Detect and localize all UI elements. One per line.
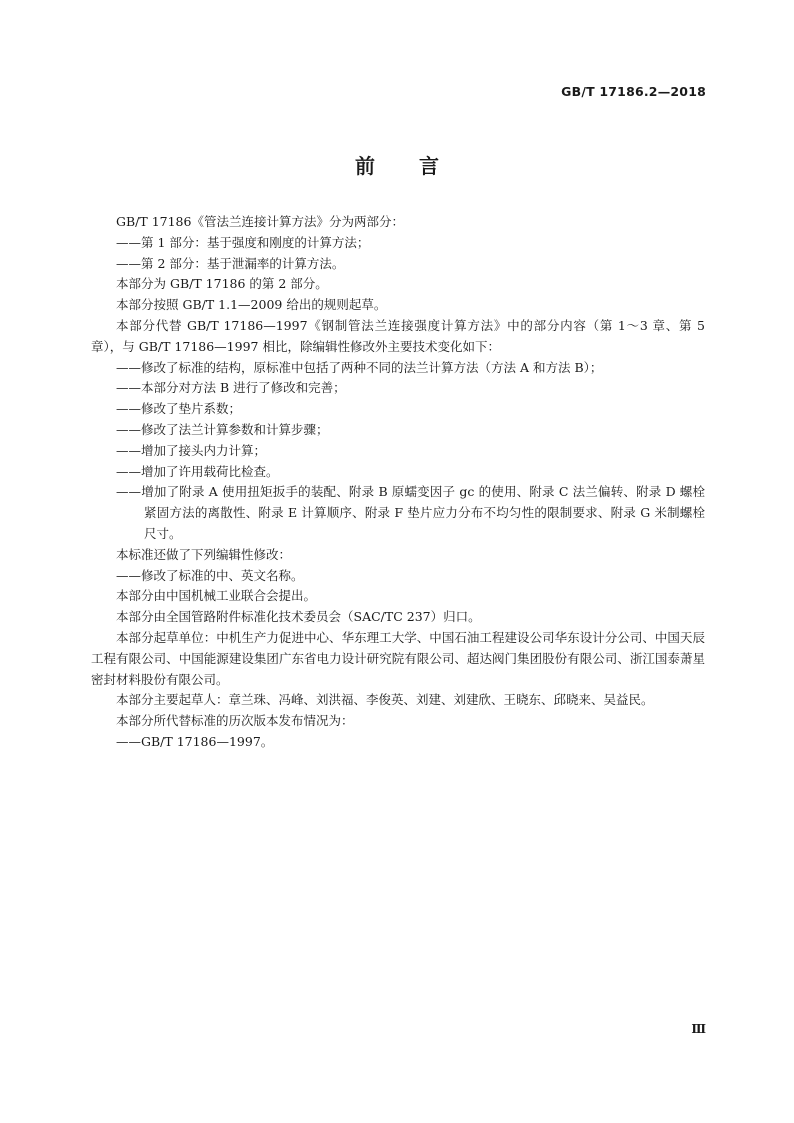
paragraph: 本标准还做了下列编辑性修改： [116, 546, 292, 562]
paragraph: 本部分所代替标准的历次版本发布情况为： [116, 713, 354, 729]
change-item: ——增加了许用载荷比检查。 [116, 463, 279, 479]
change-item: ——修改了标准的结构，原标准中包括了两种不同的法兰计算方法（方法 A 和方法 B）； [116, 359, 603, 375]
standard-number: GB/T 17186.2—2018 [561, 84, 706, 99]
list-item: ——第 2 部分：基于泄漏率的计算方法。 [116, 255, 345, 271]
intro-paragraph: GB/T 17186《管法兰连接计算方法》分为两部分： [116, 214, 404, 229]
paragraph: 本部分为 GB/T 17186 的第 2 部分。 [116, 276, 328, 292]
replacement-paragraph: 本部分代替 GB/T 17186—1997《钢制管法兰连接强度计算方法》中的部分内容（第 1～3 章、第 5 章），与 GB/T 17186—1997 相比，除编辑性修改外主要技术变化如下： [91, 317, 705, 354]
foreword-body [91, 212, 705, 753]
change-item: ——修改了法兰计算参数和计算步骤； [116, 421, 329, 437]
paragraph: 本部分由全国管路附件标准化技术委员会（SAC/TC 237）归口。 [116, 609, 481, 625]
list-item: ——GB/T 17186—1997。 [116, 733, 274, 749]
change-item: ——本部分对方法 B 进行了修改和完善； [116, 380, 346, 396]
drafters-paragraph: 本部分主要起草人：章兰珠、冯峰、刘洪福、李俊英、刘建、刘建欣、王晓东、邱晓来、吴益民。 [116, 692, 654, 708]
change-item: ——增加了附录 A 使用扭矩扳手的装配、附录 B 原蠕变因子 gc 的使用、附录 C 法兰偏转、附录 D 螺栓紧固方法的离散性、附录 E 计算顺序、附录 F 垫片应力分布不均匀性的限制要求、附录 G 米制螺栓尺寸。 [116, 484, 705, 541]
change-item: ——修改了垫片系数； [116, 401, 242, 417]
list-item: ——第 1 部分：基于强度和刚度的计算方法； [116, 234, 370, 250]
paragraph: 本部分由中国机械工业联合会提出。 [116, 588, 317, 604]
drafting-units-paragraph: 本部分起草单位：中机生产力促进中心、华东理工大学、中国石油工程建设公司华东设计分公司、中国天辰工程有限公司、中国能源建设集团广东省电力设计研究院有限公司、超达阀门集团股份有限公司、浙江国泰萧星密封材料股份有限公司。 [91, 629, 705, 687]
paragraph: 本部分按照 GB/T 1.1—2009 给出的规则起草。 [116, 297, 387, 313]
change-item: ——增加了接头内力计算； [116, 442, 267, 458]
page-title: 前言 [355, 154, 483, 178]
list-item: ——修改了标准的中、英文名称。 [116, 567, 304, 583]
page-number: Ⅲ [691, 1022, 706, 1036]
